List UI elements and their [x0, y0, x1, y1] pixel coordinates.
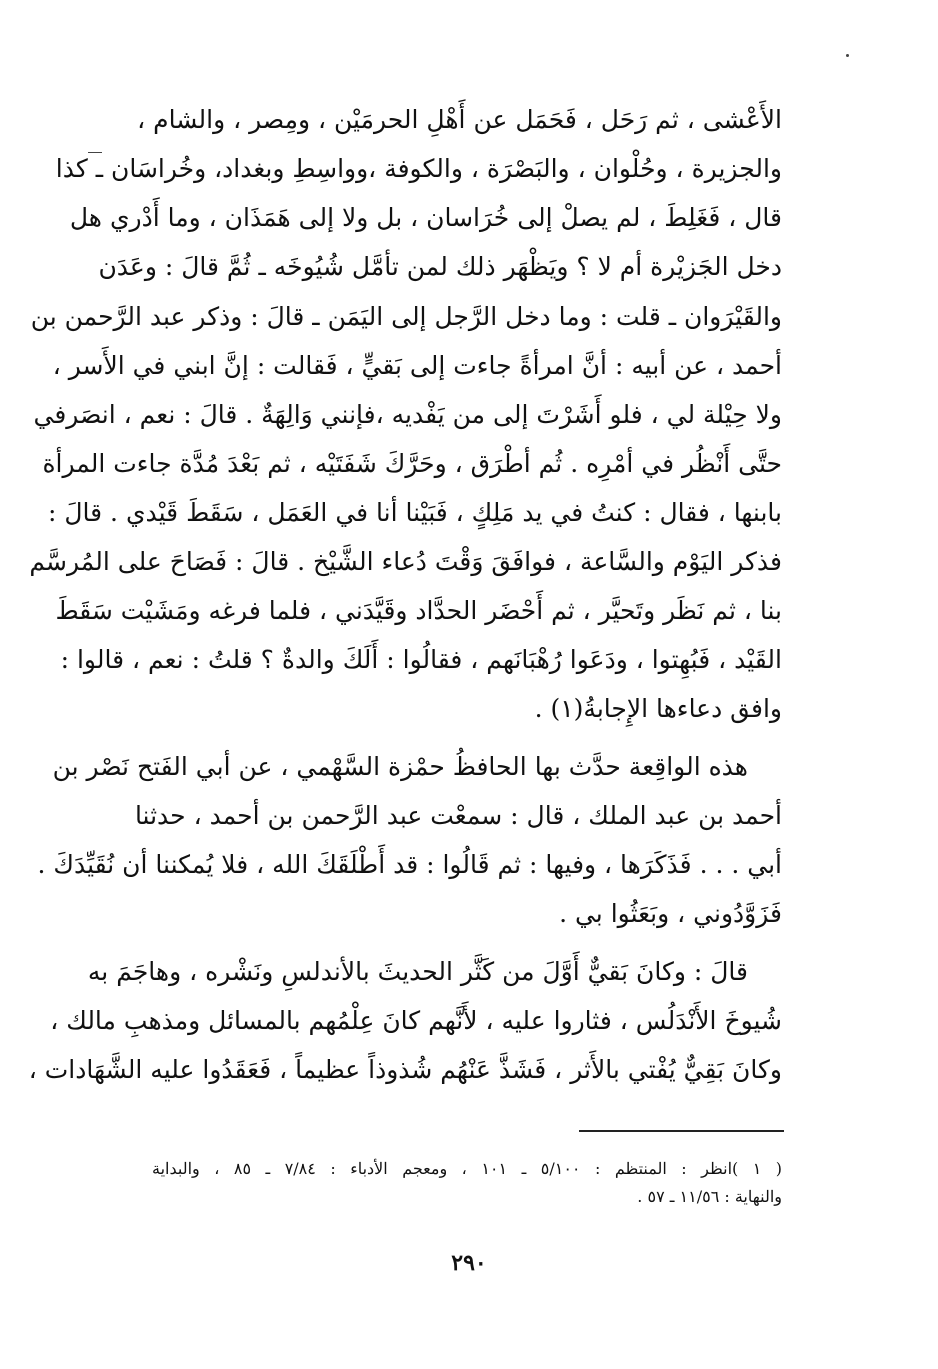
- text-line: ولا حِيْلة لي ، فلو أَشَرْتَ إلى من يَفْديه ،فإنني وَالِهَةٌ . قالَ : نعم ، انصَرفي: [33, 400, 782, 429]
- text-line: والجزيرة ، وحُلْوان ، والبَصْرَة ، والكوفة ،وواسِطِ وبغداد، وخُراسَان ـ كذا: [55, 154, 782, 183]
- page-number: ٢٩٠: [451, 1250, 487, 1276]
- text-line: فَزَوَّدُوني ، وبَعَثُوا بي .: [559, 899, 782, 928]
- text-line: وكانَ بَقِيٌّ يُفْتي بالأَثر ، فَشَذَّ عَنْهُم شُذوذاً عظيماً ، فَعَقَدُوا عليه الشَّهَادات ،: [28, 1055, 782, 1084]
- text-line: هذه الواقِعة حدَّث بها الحافظُ حمْزة السَّهْمي ، عن أبي الفَتح نَصْر بن: [52, 752, 748, 781]
- scan-speck: [846, 54, 849, 57]
- text-line: دخل الجَزيْرة أم لا ؟ ويَظْهَر ذلك لمن تأمَّل شُيُوخَه ـ ثُمَّ قالَ : وعَدَن: [98, 252, 782, 281]
- footnote-separator: [579, 1130, 784, 1132]
- text-line: بابنها ، فقال : كنتُ في يد مَلِكٍ ، فَبَيْنا أنا في العَمَل ، سَقَطَ قَيْدي . قالَ :: [48, 498, 782, 527]
- text-line: والقَيْرَوان ـ قلت : وما دخل الرَّجل إلى اليَمَن ـ قالَ : وذكر عبد الرَّحمن بن: [30, 302, 782, 331]
- text-line: القَيْد ، فَبُهِتوا ، ودَعَوا رُهْبَانَهم ، فقالُوا : أَلَكَ والدةٌ ؟ قلتُ : نعم ، قالوا :: [60, 645, 782, 674]
- text-line: فذكر اليَوْم والسَّاعة ، فوافَقَ وَقْتَ دُعاء الشَّيْخ . قالَ : فَصَاحَ على المُرسَّم: [29, 547, 782, 576]
- text-line: بنا ، ثم نَظَر وتَحيَّر ، ثم أَحْضَر الحدَّاد وقَيَّدَني ، فلما فرغه ومَشَيْت سَقَطَ: [55, 596, 782, 625]
- footnote-line: والنهاية : ١١/٥٦ ـ ٥٧ .: [637, 1187, 782, 1206]
- text-line: قال ، فَغَلِطَ ، لم يصلْ إلى خُرَاسان ، بل ولا إلى هَمَذَان ، وما أَدْري هل: [69, 203, 782, 232]
- text-line: أحمد ، عن أبيه : أنَّ امرأةً جاءت إلى بَقيٍّ ، فَقالت : إنَّ ابني في الأَسر ،: [52, 351, 782, 380]
- text-line: أحمد بن عبد الملك ، قال : سمعْت عبد الرَّحمن بن أحمد ، حدثنا: [134, 801, 782, 830]
- text-line: الأَعْشى ، ثم رَحَل ، فَحَمَل عن أَهْلِ الحرمَيْن ، ومِصر ، والشام ،: [137, 105, 782, 134]
- text-line: حتَّى أَنْظُر في أمْرِه . ثُم أطْرَق ، وحَرَّكَ شَفَتَيْه ، ثم بَعْدَ مُدَّة جاءت المرأة: [42, 449, 782, 478]
- text-line: قالَ : وكانَ بَقيٌّ أَوَّلَ من كَثَّر الحديثَ بالأندلسِ ونَشْره ، وهاجَمَ به: [87, 957, 748, 986]
- text-line: أبي . . . فَذَكَرَها ، وفيها : ثم قَالُوا : قد أَطْلَقَكَ الله ، فلا يُمكننا أن نُقَيِّدَكَ .: [37, 850, 782, 879]
- scan-mark: [88, 152, 102, 153]
- footnote-line: ( ١ )انظر : المنتظم : ٥/١٠٠ ـ ١٠١ ، ومعجم الأدباء : ٧/٨٤ ـ ٨٥ ، والبداية: [152, 1159, 783, 1178]
- text-line: شُيوخَ الأَنْدَلُس ، فثاروا عليه ، لأَنَّهم كانَ عِلْمُهم بالمسائل ومذهبِ مالك ،: [50, 1006, 782, 1035]
- text-line: وافق دعاءها الإِجابةُ(١) .: [534, 694, 782, 723]
